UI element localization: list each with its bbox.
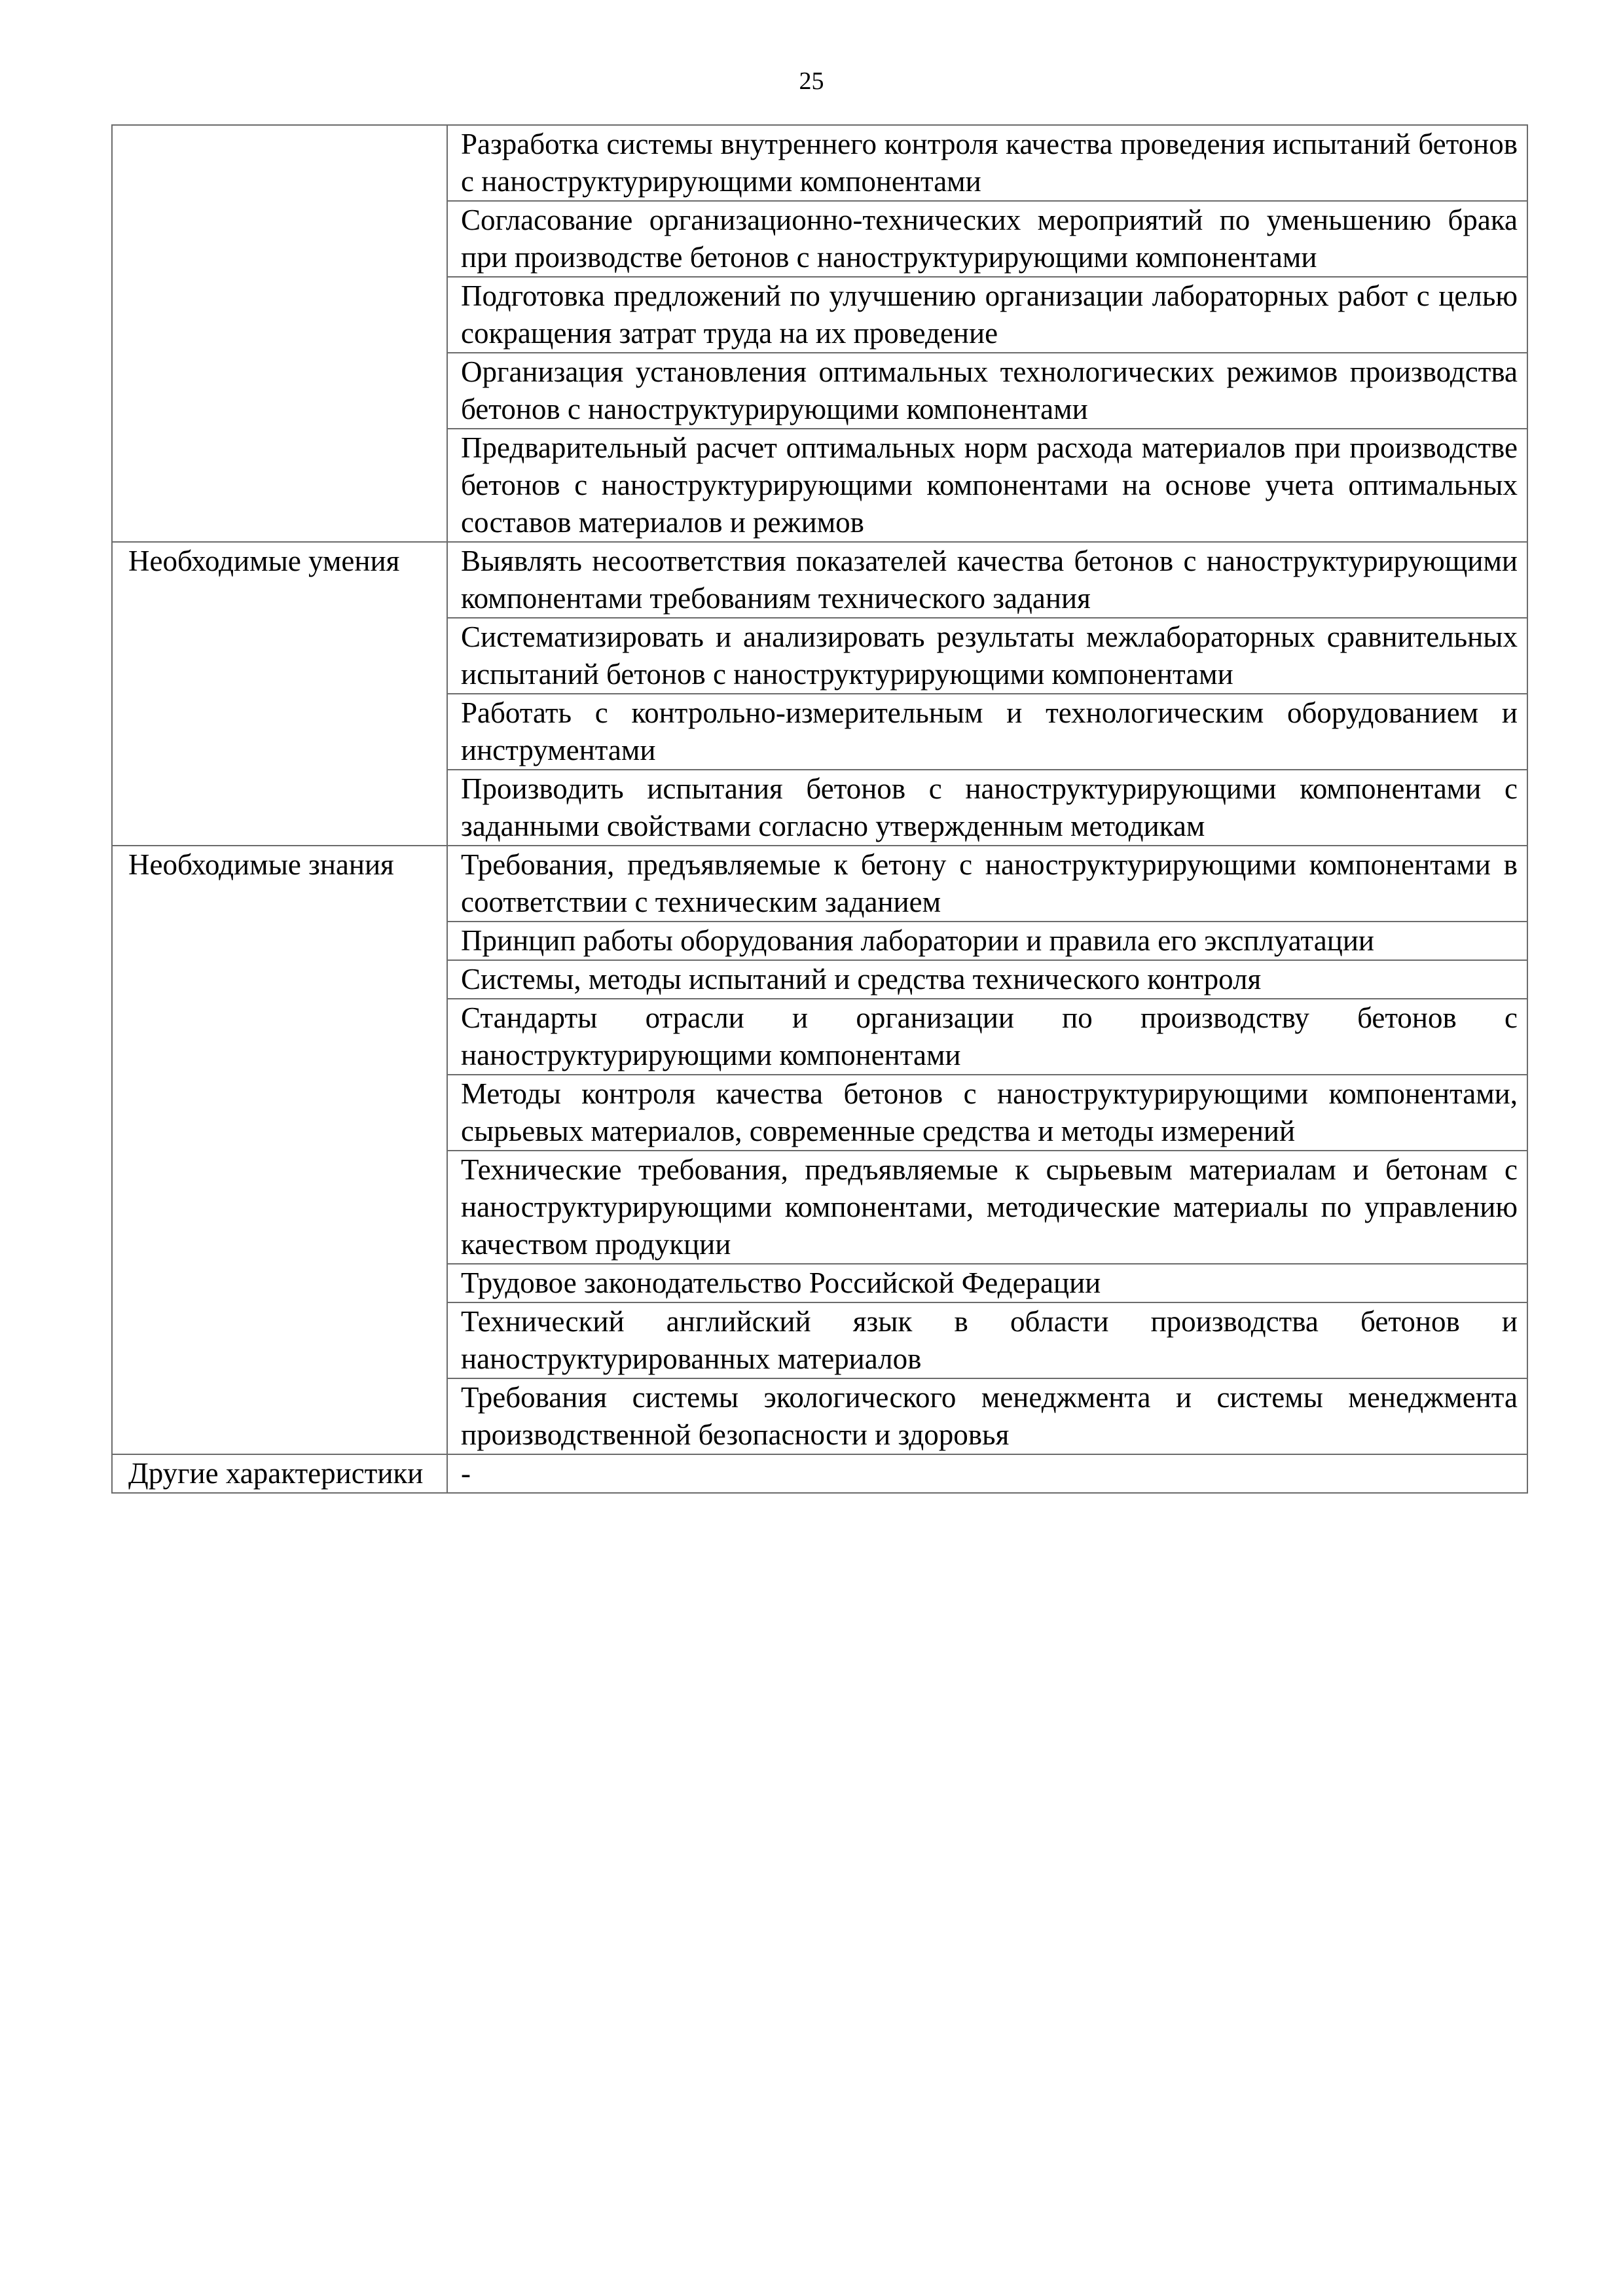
row-text: Подготовка предложений по улучшению организации лабораторных работ с целью сокращения затрат труда на их проведение — [447, 277, 1527, 353]
row-text: Принцип работы оборудования лаборатории и правила его эксплуатации — [447, 922, 1527, 960]
requirements-table — [111, 124, 1528, 1494]
row-text: Систематизировать и анализировать результаты межлабораторных сравнительных испытаний бетонов с наноструктурирующими компонентами — [447, 618, 1527, 694]
row-text: Выявлять несоответствия показателей качества бетонов с наноструктурирующими компонентами требованиям технического задания — [447, 542, 1527, 618]
row-text: Согласование организационно-технических мероприятий по уменьшению брака при производстве бетонов с наноструктурирующими компонентами — [447, 201, 1527, 277]
row-text: - — [447, 1454, 1527, 1493]
row-label-other: Другие характеристики — [112, 1454, 447, 1493]
row-label-skills: Необходимые умения — [112, 542, 447, 846]
row-text: Системы, методы испытаний и средства технического контроля — [447, 960, 1527, 999]
row-text: Разработка системы внутреннего контроля качества проведения испытаний бетонов с наноструктурирующими компонентами — [447, 125, 1527, 201]
table-row — [112, 542, 1527, 618]
page-number: 25 — [799, 67, 824, 95]
row-text: Технические требования, предъявляемые к сырьевым материалам и бетонам с наноструктурирующими компонентами, методические материалы по управлению качеством продукции — [447, 1151, 1527, 1264]
table-row — [112, 846, 1527, 922]
row-text: Трудовое законодательство Российской Федерации — [447, 1264, 1527, 1302]
row-text: Предварительный расчет оптимальных норм расхода материалов при производстве бетонов с наноструктурирующими компонентами на основе учета оптимальных составов материалов и режимов — [447, 429, 1527, 542]
row-text: Технический английский язык в области производства бетонов и наноструктурированных материалов — [447, 1302, 1527, 1378]
row-text: Методы контроля качества бетонов с наноструктурирующими компонентами, сырьевых материалов, современные средства и методы измерений — [447, 1075, 1527, 1151]
row-label-knowledge: Необходимые знания — [112, 846, 447, 1454]
table-row — [112, 1454, 1527, 1493]
row-text: Производить испытания бетонов с наноструктурирующими компонентами с заданными свойствами согласно утвержденным методикам — [447, 770, 1527, 846]
table-row — [112, 125, 1527, 201]
row-text: Работать с контрольно-измерительным и технологическим оборудованием и инструментами — [447, 694, 1527, 770]
row-text: Стандарты отрасли и организации по производству бетонов с наноструктурирующими компонентами — [447, 999, 1527, 1075]
row-text: Требования системы экологического менеджмента и системы менеджмента производственной безопасности и здоровья — [447, 1378, 1527, 1454]
row-text: Организация установления оптимальных технологических режимов производства бетонов с наноструктурирующими компонентами — [447, 353, 1527, 429]
row-label — [112, 125, 447, 542]
row-text: Требования, предъявляемые к бетону с наноструктурирующими компонентами в соответствии с техническим заданием — [447, 846, 1527, 922]
